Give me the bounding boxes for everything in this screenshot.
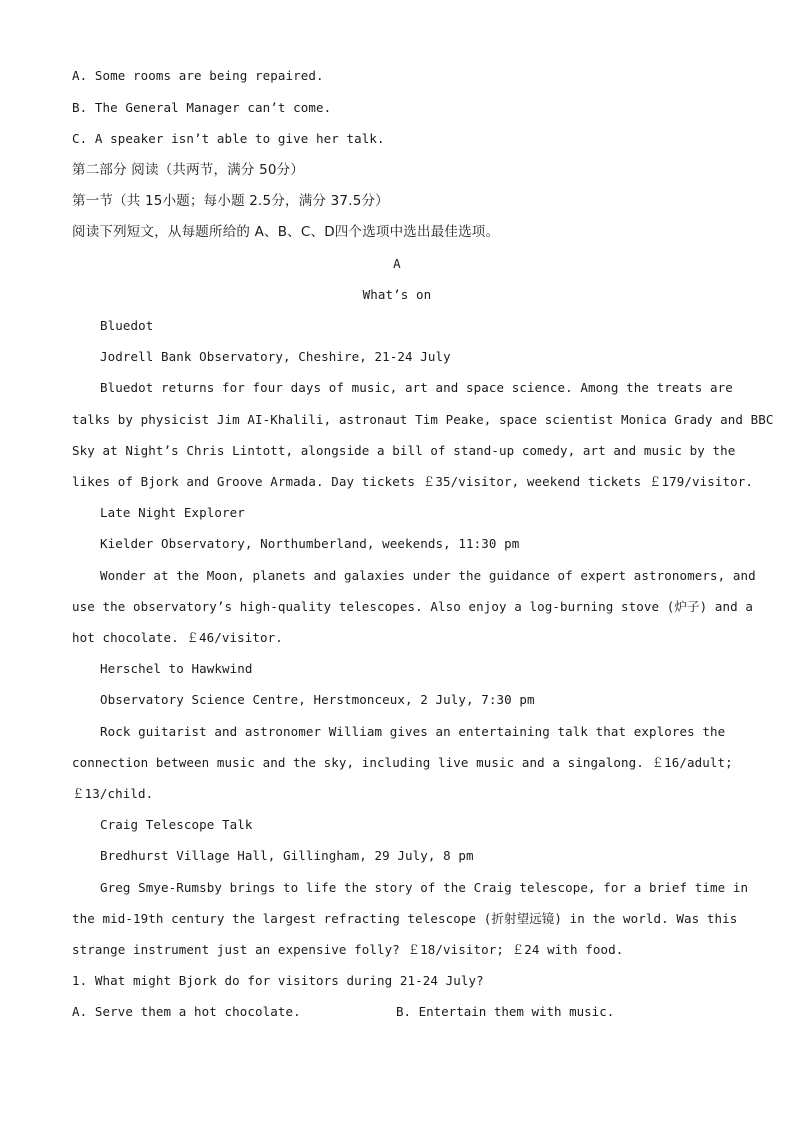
option-c-prev: C. A speaker isn’t able to give her talk. (72, 131, 385, 146)
event-details: Jodrell Bank Observatory, Cheshire, 21-24 July (100, 349, 451, 364)
event-description-line: Bluedot returns for four days of music, art and space science. Among the treats are (100, 380, 733, 395)
event-description-line: Greg Smye-Rumsby brings to life the story of the Craig telescope, for a brief time in (100, 880, 749, 895)
option-a-prev: A. Some rooms are being repaired. (72, 68, 324, 83)
event-name: Craig Telescope Talk (100, 817, 253, 832)
event-description-line: hot chocolate. ￡46/visitor. (72, 630, 283, 645)
question-stem: 1. What might Bjork do for visitors during 21-24 July? (72, 973, 484, 988)
event-details: Observatory Science Centre, Herstmonceux, 2 July, 7:30 pm (100, 692, 535, 707)
event-description-line: the mid-19th century the largest refracting telescope (折射望远镜) in the world. Was this (72, 911, 738, 926)
event-description-line: strange instrument just an expensive folly? ￡18/visitor; ￡24 with food. (72, 942, 624, 957)
event-description-line: Sky at Night’s Chris Lintott, alongside a bill of stand-up comedy, art and music by the (72, 443, 736, 458)
event-name: Bluedot (100, 318, 154, 333)
question-option-a: A. Serve them a hot chocolate. (72, 1004, 301, 1019)
section-instruction: 阅读下列短文，从每题所给的 A、B、C、D四个选项中选出最佳选项。 (72, 224, 500, 240)
event-details: Kielder Observatory, Northumberland, weekends, 11:30 pm (100, 536, 520, 551)
part-title: 第二部分 阅读（共两节，满分 50分） (72, 162, 305, 178)
passage-title: What’s on (362, 287, 432, 302)
event-description-line: use the observatory’s high-quality telescopes. Also enjoy a log-burning stove (炉子) and a (72, 599, 754, 614)
event-description-line: Wonder at the Moon, planets and galaxies under the guidance of expert astronomers, and (100, 568, 756, 583)
event-name: Late Night Explorer (100, 505, 245, 520)
event-details: Bredhurst Village Hall, Gillingham, 29 July, 8 pm (100, 848, 474, 863)
question-option-b: B. Entertain them with music. (396, 1004, 615, 1019)
event-description-line: connection between music and the sky, including live music and a singalong. ￡16/adult; (72, 755, 733, 770)
event-name: Herschel to Hawkwind (100, 661, 253, 676)
section-subtitle: 第一节（共 15小题；每小题 2.5分，满分 37.5分） (72, 193, 389, 209)
event-description-line: Rock guitarist and astronomer William gives an entertaining talk that explores the (100, 724, 726, 739)
passage-label: A (393, 256, 401, 271)
event-description-line: talks by physicist Jim AI-Khalili, astronaut Tim Peake, space scientist Monica Grady and BBC (72, 412, 774, 427)
option-b-prev: B. The General Manager can’t come. (72, 100, 332, 115)
event-description-line: likes of Bjork and Groove Armada. Day tickets ￡35/visitor, weekend tickets ￡179/visitor. (72, 474, 754, 489)
event-description-line: ￡13/child. (72, 786, 154, 801)
